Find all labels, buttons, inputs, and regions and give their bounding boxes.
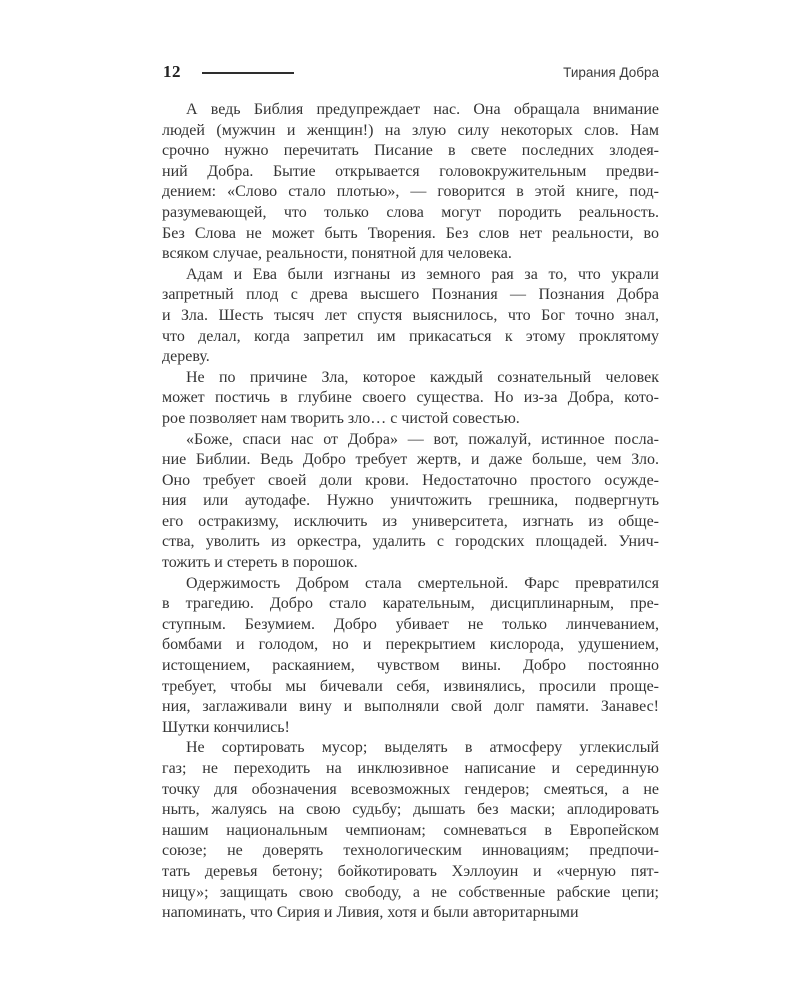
text-line: ницу»; защищать свою свободу, а не собственные рабские цепи; (162, 883, 659, 901)
text-line: тожить и стереть в порошок. (162, 554, 358, 572)
paragraph (162, 368, 659, 430)
text-line: истощением, раскаянием, чувством вины. Добро постоянно (162, 657, 659, 675)
text-line: напоминать, что Сирия и Ливия, хотя и были авторитарными (162, 904, 579, 922)
paragraph (162, 738, 659, 923)
text-line: «Боже, спаси нас от Добра» — вот, пожалуй, истинное посла- (186, 430, 659, 448)
text-line: ния, заглаживали вину и выполняли свой долг памяти. Занавес! (162, 698, 659, 716)
text-line: запретный плод с древа высшего Познания — Познания Добра (162, 286, 659, 304)
text-line: А ведь Библия предупреждает нас. Она обращала внимание (186, 101, 659, 118)
paragraph (162, 265, 659, 368)
text-line: и Зла. Шесть тысяч лет спустя выяснилось, что Бог точно знал, (162, 306, 659, 324)
running-title: Тирания Добра (563, 64, 659, 80)
text-line: ступным. Безумием. Добро убивает не только линчеванием, (162, 615, 659, 633)
paragraph (162, 574, 659, 739)
text-line: срочно нужно перечитать Писание в свете последних злодея- (162, 142, 659, 160)
text-line: Не сортировать мусор; выделять в атмосферу углекислый (186, 739, 659, 757)
text-line: Одержимость Добром стала смертельной. Фарс превратился (186, 574, 659, 592)
text-line: тать деревья бетону; бойкотировать Хэллоуин и «черную пят- (162, 862, 659, 880)
header-rule (202, 72, 294, 74)
text-line: Адам и Ева были изгнаны из земного рая за то, что украли (186, 265, 659, 283)
text-line: в трагедию. Добро стало карательным, дисциплинарным, пре- (162, 595, 659, 613)
text-line: нашим национальным чемпионам; сомневаться в Европейском (162, 821, 659, 839)
text-line: точку для обозначения всевозможных гендеров; смеяться, а не (162, 780, 659, 798)
text-line: людей (мужчин и женщин!) на злую силу некоторых слов. Нам (162, 121, 659, 139)
text-line: союзе; не доверять технологическим инновациям; предпочи- (162, 842, 659, 860)
text-line: газ; не переходить на инклюзивное написание и серединную (162, 760, 659, 777)
page-number: 12 (163, 62, 181, 81)
page-header (163, 62, 659, 82)
text-line: Без Слова не может быть Творения. Без слов нет реальности, во (162, 224, 659, 242)
text-line: всяком случае, реальности, понятной для человека. (162, 245, 512, 263)
text-line: Оно требует своей доли крови. Недостаточно простого осужде- (162, 471, 659, 489)
text-line: дением: «Слово стало плотью», — говорится в этой книге, под- (162, 183, 659, 201)
text-line: ния или аутодафе. Нужно уничтожить грешника, подвергнуть (162, 492, 659, 510)
text-line: бомбами и голодом, но и перекрытием кислорода, удушением, (162, 636, 659, 654)
text-line: может постичь в глубине своего существа. Но из-за Добра, кото- (162, 389, 659, 407)
text-line: дереву. (162, 348, 210, 366)
text-line: Не по причине Зла, которое каждый сознательный человек (186, 368, 659, 386)
text-line: ние Библии. Ведь Добро требует жертв, и даже больше, чем Зло. (162, 451, 659, 469)
text-line: требует, чтобы мы бичевали себя, извинялись, просили проще- (162, 677, 659, 695)
text-line: что делал, когда запретил им прикасаться к этому проклятому (162, 327, 659, 345)
paragraph (162, 430, 659, 574)
text-line: ний Добра. Бытие открывается головокружительным предви- (162, 162, 659, 180)
text-line: Шутки кончились! (162, 718, 290, 736)
text-line: ныть, жалуясь на свою судьбу; дышать без маски; аплодировать (162, 801, 659, 819)
text-line: его остракизму, исключить из университета, изгнать из обще- (162, 512, 659, 530)
text-line: ства, уволить из оркестра, удалить с городских площадей. Унич- (162, 533, 659, 551)
paragraph (162, 100, 659, 265)
text-line: разумевающей, что только слова могут породить реальность. (162, 203, 659, 221)
text-block (162, 100, 659, 924)
text-line: рое позволяет нам творить зло… с чистой совестью. (162, 409, 520, 427)
